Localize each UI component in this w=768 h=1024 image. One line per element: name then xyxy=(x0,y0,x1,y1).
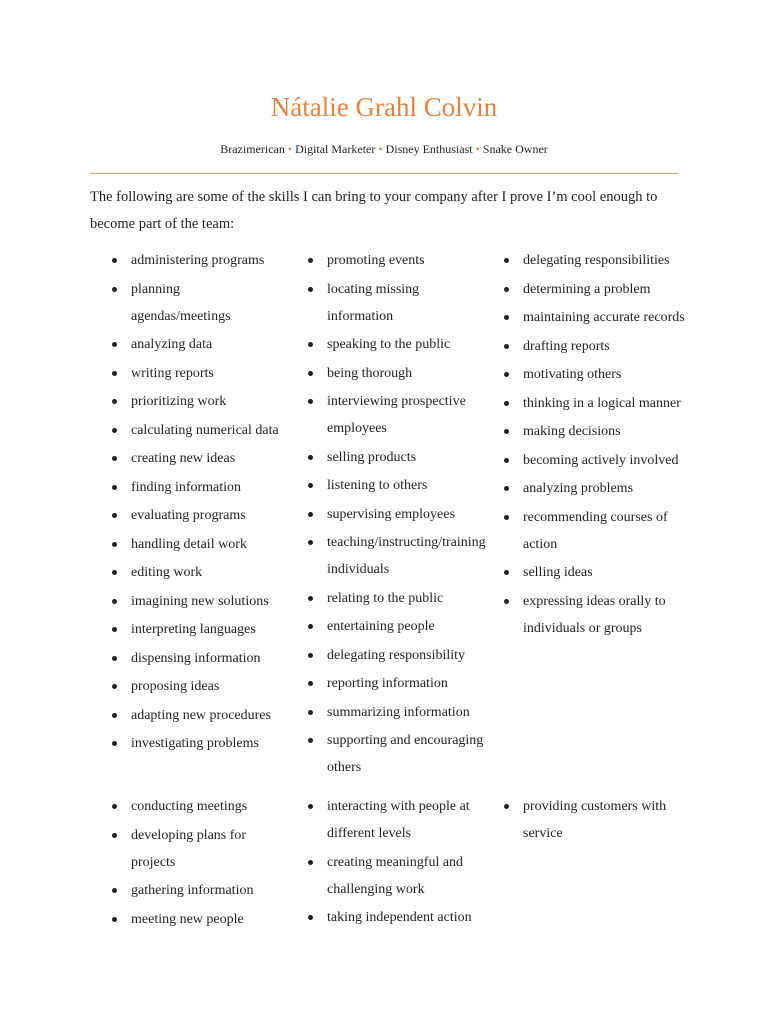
tag-item: Disney Enthusiast xyxy=(385,142,473,156)
skill-item: becoming actively involved xyxy=(502,447,687,474)
skill-item: conducting meetings xyxy=(110,793,280,820)
skill-item: providing customers with service xyxy=(502,793,687,847)
skills-list xyxy=(502,247,687,643)
skill-item: editing work xyxy=(110,559,280,586)
skill-item: meeting new people xyxy=(110,906,280,933)
skills-list xyxy=(110,793,280,934)
separator-dot: • xyxy=(378,142,383,156)
skill-item: making decisions xyxy=(502,418,687,445)
skill-item: dispensing information xyxy=(110,645,280,672)
separator-dot: • xyxy=(287,142,293,156)
skill-item: determining a problem xyxy=(502,276,687,303)
skill-item: locating missing information xyxy=(306,276,486,330)
skill-item: being thorough xyxy=(306,360,486,387)
skill-item: interpreting languages xyxy=(110,616,280,643)
skill-item: writing reports xyxy=(110,360,280,387)
skill-item: supporting and encouraging others xyxy=(306,727,486,781)
skill-item: interacting with people at different levels xyxy=(306,793,486,847)
skill-item: reporting information xyxy=(306,670,486,697)
skills-list xyxy=(502,793,687,849)
skill-item: entertaining people xyxy=(306,613,486,640)
tag-item: Snake Owner xyxy=(482,142,548,156)
skill-item: summarizing information xyxy=(306,699,486,726)
intro-paragraph: The following are some of the skills I can bring to your company after I prove I’m cool enough to become part of the team: xyxy=(90,189,658,232)
skill-item: teaching/instructing/training individuals xyxy=(306,529,486,583)
skill-item: investigating problems xyxy=(110,730,280,757)
skill-item: gathering information xyxy=(110,877,280,904)
skill-item: adapting new procedures xyxy=(110,702,280,729)
skill-item: calculating numerical data xyxy=(110,417,280,444)
skill-item: prioritizing work xyxy=(110,388,280,415)
skill-item: drafting reports xyxy=(502,333,687,360)
skill-item: supervising employees xyxy=(306,501,486,528)
skill-item: listening to others xyxy=(306,472,486,499)
tag-item: Digital Marketer xyxy=(295,142,376,156)
skills-list xyxy=(110,247,280,759)
skill-item: thinking in a logical manner xyxy=(502,390,687,417)
skill-item: finding information xyxy=(110,474,280,501)
skill-item: proposing ideas xyxy=(110,673,280,700)
tagline xyxy=(0,142,768,157)
skill-item: speaking to the public xyxy=(306,331,486,358)
skill-item: expressing ideas orally to individuals or groups xyxy=(502,588,687,642)
skill-item: recommending courses of action xyxy=(502,504,687,558)
skill-item: evaluating programs xyxy=(110,502,280,529)
skill-item: imagining new solutions xyxy=(110,588,280,615)
skills-list xyxy=(306,793,486,933)
skill-item: handling detail work xyxy=(110,531,280,558)
skill-item: motivating others xyxy=(502,361,687,388)
skill-item: maintaining accurate records xyxy=(502,304,687,331)
skill-item: interviewing prospective employees xyxy=(306,388,486,442)
header-divider xyxy=(90,173,678,174)
skill-item: planning agendas/meetings xyxy=(110,276,280,330)
candidate-name: Nátalie Grahl Colvin xyxy=(270,92,498,122)
skill-item: taking independent action xyxy=(306,904,486,931)
skill-item: analyzing problems xyxy=(502,475,687,502)
skill-item: creating meaningful and challenging work xyxy=(306,849,486,903)
skill-item: relating to the public xyxy=(306,585,486,612)
skill-item: promoting events xyxy=(306,247,486,274)
skill-item: creating new ideas xyxy=(110,445,280,472)
skill-item: delegating responsibility xyxy=(306,642,486,669)
skill-item: administering programs xyxy=(110,247,280,274)
separator-dot: • xyxy=(475,142,480,156)
skill-item: analyzing data xyxy=(110,331,280,358)
skill-item: selling products xyxy=(306,444,486,471)
skill-item: delegating responsibilities xyxy=(502,247,687,274)
skill-item: developing plans for projects xyxy=(110,822,280,876)
skills-list xyxy=(306,247,486,783)
skill-item: selling ideas xyxy=(502,559,687,586)
tag-item: Brazimerican xyxy=(220,142,285,156)
